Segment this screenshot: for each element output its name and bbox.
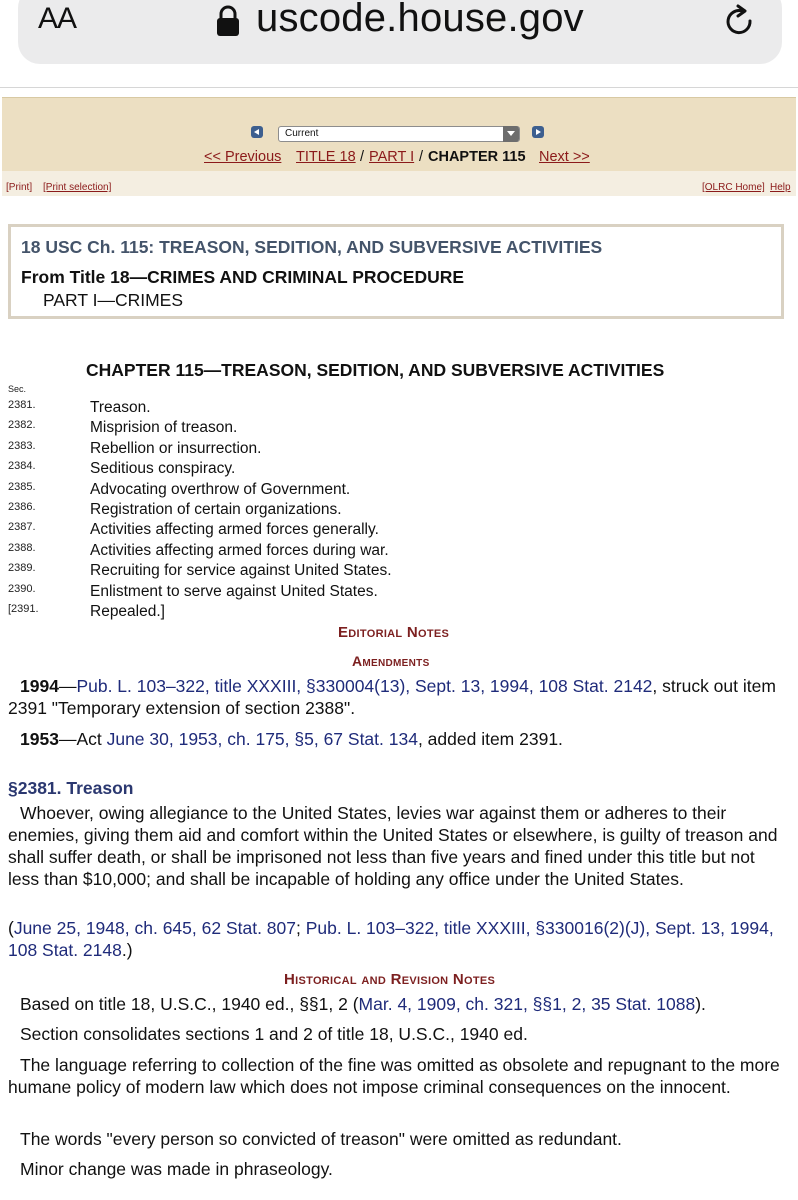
lock-icon <box>216 4 240 38</box>
tool-band <box>2 171 796 196</box>
historical-language: The language referring to collection of the fine was omitted as obsolete and repugnant to the more humane policy of modern law which does not impose criminal consequences on the innocent. <box>8 1055 780 1097</box>
document-header <box>8 224 784 319</box>
toc-item[interactable]: 2386. Registration of certain organizations. <box>8 501 342 518</box>
toc-item[interactable]: 2382. Misprision of treason. <box>8 419 238 436</box>
current-chapter: CHAPTER 115 <box>428 149 526 165</box>
amendment-1953-link[interactable]: June 30, 1953, ch. 175, §5, 67 Stat. 134 <box>106 729 418 749</box>
historical-words: The words "every person so convicted of treason" were omitted as redundant. <box>20 1129 622 1149</box>
chapter-heading: CHAPTER 115—TREASON, SEDITION, AND SUBVERSIVE ACTIVITIES <box>86 360 665 380</box>
toc-item[interactable]: 2381. Treason. <box>8 399 151 416</box>
print-link[interactable]: [Print] <box>6 182 33 193</box>
help-link[interactable]: Help <box>770 182 791 193</box>
next-link[interactable]: Next >> <box>539 149 590 165</box>
title-link[interactable]: TITLE 18 <box>296 149 356 165</box>
part-link[interactable]: PART I <box>369 149 415 165</box>
section-2381-source-credit: (June 25, 1948, ch. 645, 62 Stat. 807; Pub. L. 103–322, title XXXIII, §330016(2)(J), Sept. 13, 1994, 108 Stat. 2148.) <box>8 918 774 960</box>
part-name: PART I—CRIMES <box>43 290 184 310</box>
text-size-button[interactable]: AA <box>38 2 77 35</box>
sec-label: Sec. <box>8 384 27 394</box>
historical-based-on: Based on title 18, U.S.C., 1940 ed., §§1, 2 (Mar. 4, 1909, ch. 321, §§1, 2, 35 Stat. 1088). <box>20 994 706 1014</box>
historical-minor: Minor change was made in phraseology. <box>20 1159 333 1179</box>
browser-toolbar <box>0 0 798 88</box>
toc-item[interactable]: 2389. Recruiting for service against United States. <box>8 562 392 579</box>
section-2381-heading: §2381. Treason <box>8 778 134 798</box>
previous-arrow-icon[interactable] <box>251 126 263 138</box>
toc-item[interactable]: 2388. Activities affecting armed forces during war. <box>8 542 389 559</box>
next-arrow-icon[interactable] <box>532 126 544 138</box>
navigation-band <box>2 97 796 171</box>
url-text[interactable]: uscode.house.gov <box>256 0 584 40</box>
breadcrumb-separator: / <box>360 149 365 165</box>
amendment-1994-link[interactable]: Pub. L. 103–322, title XXXIII, §330004(13), Sept. 13, 1994, 108 Stat. 2142 <box>76 676 653 696</box>
historical-consolidates: Section consolidates sections 1 and 2 of title 18, U.S.C., 1940 ed. <box>20 1024 528 1044</box>
olrc-home-link[interactable]: [OLRC Home] <box>702 182 765 193</box>
previous-link[interactable]: << Previous <box>204 149 282 165</box>
historical-notes-heading: Historical and Revision Notes <box>284 971 496 988</box>
amendment-1994: 1994—Pub. L. 103–322, title XXXIII, §330004(13), Sept. 13, 1994, 108 Stat. 2142, struck out item 2391 "Temporary extension of section 2388". <box>8 676 776 718</box>
toc-item[interactable]: 2385. Advocating overthrow of Government. <box>8 481 351 498</box>
toc-item[interactable]: [2391. Repealed.] <box>8 603 165 620</box>
toc-item[interactable]: 2383. Rebellion or insurrection. <box>8 440 262 457</box>
print-selection-link[interactable]: [Print selection] <box>43 182 112 193</box>
editorial-notes-heading: Editorial Notes <box>338 624 450 641</box>
breadcrumb-separator: / <box>419 149 424 165</box>
reload-icon[interactable] <box>722 4 758 40</box>
source-link-1994[interactable]: Pub. L. 103–322, title XXXIII, §330016(2)(J), Sept. 13, 1994, 108 Stat. 2148 <box>8 918 774 960</box>
section-2381-body: Whoever, owing allegiance to the United States, levies war against them or adheres to their enemies, giving them aid and comfort within the United States or elsewhere, is guilty of treason and shall suffer death, or shall be imprisoned not less than five years and fined under this title but not less than $10,000; and shall be incapable of holding any office under the United States. <box>8 803 778 889</box>
toc-item[interactable]: 2390. Enlistment to serve against United States. <box>8 583 378 600</box>
chevron-down-icon[interactable] <box>503 126 519 142</box>
amendments-heading: Amendments <box>352 653 430 669</box>
page-title: 18 USC Ch. 115: TREASON, SEDITION, AND SUBVERSIVE ACTIVITIES <box>21 237 603 257</box>
title-source: From Title 18—CRIMES AND CRIMINAL PROCEDURE <box>21 267 465 287</box>
source-link-1948[interactable]: June 25, 1948, ch. 645, 62 Stat. 807 <box>13 918 296 938</box>
amendment-1953: 1953—Act June 30, 1953, ch. 175, §5, 67 Stat. 134, added item 2391. <box>20 729 563 749</box>
toc-item[interactable]: 2384. Seditious conspiracy. <box>8 460 236 477</box>
version-select[interactable] <box>278 126 520 142</box>
toc-item[interactable]: 2387. Activities affecting armed forces generally. <box>8 521 379 538</box>
version-select-value: Current <box>285 128 319 139</box>
historical-source-link[interactable]: Mar. 4, 1909, ch. 321, §§1, 2, 35 Stat. 1088 <box>358 994 696 1014</box>
